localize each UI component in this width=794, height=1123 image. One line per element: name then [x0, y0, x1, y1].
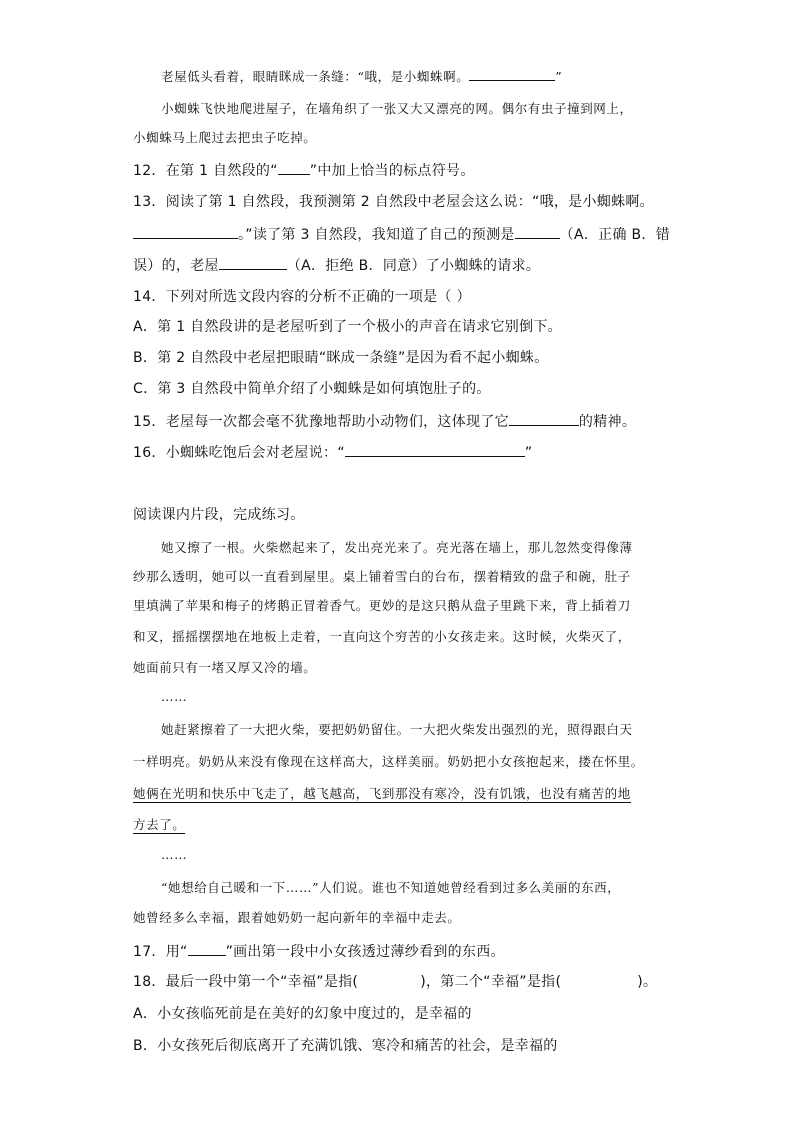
- answer-blank[interactable]: [278, 160, 310, 175]
- answer-blank[interactable]: [469, 66, 555, 81]
- question-text: 。”读了第 3 自然段，我知道了自己的预测是: [238, 227, 515, 243]
- question-18-option-b[interactable]: B．小女孩死后彻底离开了充满饥饿、寒冷和痛苦的社会，是幸福的: [133, 1038, 558, 1054]
- question-text: 16．小蜘蛛吃饱后会对老屋说：“: [133, 445, 345, 461]
- question-14-option-a[interactable]: A．第 1 自然段讲的是老屋听到了一个极小的声音在请求它别倒下。: [133, 319, 562, 335]
- question-text: )。: [637, 974, 658, 990]
- passage1-line-3: 小蜘蛛马上爬过去把虫子吃掉。: [133, 130, 317, 145]
- question-12: [133, 160, 475, 181]
- passage2-line-3: 里填满了苹果和梅子的烤鹅正冒着香气。更妙的是这只鹅从盘子里跳下来，背上插着刀: [133, 598, 631, 613]
- passage1-line-1: [161, 66, 562, 87]
- question-13-line-2: [133, 224, 670, 245]
- question-text: ”中加上恰当的标点符号。: [309, 163, 475, 179]
- answer-blank[interactable]: [509, 411, 579, 426]
- question-16: [133, 442, 532, 463]
- passage1-text: 老屋低头看着，眼睛眯成一条缝：“哦，是小蜘蛛啊。: [161, 69, 470, 84]
- question-14-option-b[interactable]: B．第 2 自然段中老屋把眼睛“眯成一条缝”是因为看不起小蜘蛛。: [133, 350, 549, 366]
- passage3-line-3: [133, 784, 631, 804]
- question-text: （A．拒绝 B．同意）了小蜘蛛的请求。: [286, 258, 541, 274]
- question-14-option-c[interactable]: C．第 3 自然段中简单介绍了小蜘蛛是如何填饱肚子的。: [133, 381, 491, 397]
- question-text: ”画出第一段中小女孩透过薄纱看到的东西。: [225, 944, 505, 960]
- question-text: 的精神。: [578, 414, 637, 430]
- passage1-line-2: 小蜘蛛飞快地爬进屋子，在墙角织了一张又大又漂亮的网。偶尔有虫子撞到网上，: [161, 101, 633, 116]
- answer-blank[interactable]: [219, 255, 287, 270]
- section-intro: 阅读课内片段，完成练习。: [133, 507, 305, 523]
- answer-blank[interactable]: [345, 442, 525, 457]
- passage2-line-1: 她又擦了一根。火柴燃起来了，发出亮光来了。亮光落在墙上，那儿忽然变得像薄: [161, 540, 633, 555]
- answer-blank[interactable]: [188, 941, 226, 956]
- passage4-line-2: 她曾经多么幸福，跟着她奶奶一起向新年的幸福中走去。: [133, 910, 461, 925]
- question-text: 误）的，老屋: [133, 258, 219, 274]
- question-14: 14．下列对所选文段内容的分析不正确的一项是（ ）: [133, 289, 471, 305]
- passage2-line-4: 和叉，摇摇摆摆地在地板上走着，一直向这个穷苦的小女孩走来。这时候，火柴灭了，: [133, 629, 631, 644]
- underlined-text: 她俩在光明和快乐中飞走了，越飞越高，飞到那没有寒冷，没有饥饿，也没有痛苦的地: [133, 786, 631, 801]
- question-text: 18．最后一段中第一个“幸福”是指(: [133, 974, 359, 990]
- question-text: 17．用“: [133, 944, 188, 960]
- ellipsis: ……: [161, 689, 188, 704]
- question-15: [133, 411, 636, 432]
- question-text: 12．在第 1 自然段的“: [133, 163, 278, 179]
- question-text: 15．老屋每一次都会毫不犹豫地帮助小动物们，这体现了它: [133, 414, 509, 430]
- passage3-line-4: [133, 815, 185, 835]
- question-text: （A．正确 B．错: [559, 227, 671, 243]
- question-13-line-3: [133, 255, 540, 276]
- passage4-line-1: “她想给自己暖和一下……”人们说。谁也不知道她曾经看到过多么美丽的东西，: [161, 880, 621, 895]
- passage3-line-1: 她赶紧擦着了一大把火柴，要把奶奶留住。一大把火柴发出强烈的光，照得跟白天: [161, 722, 633, 737]
- question-text: )，第二个“幸福”是指(: [420, 974, 562, 990]
- passage2-line-5: 她面前只有一堵又厚又冷的墙。: [133, 660, 317, 675]
- question-13-line-1: 13．阅读了第 1 自然段，我预测第 2 自然段中老屋会这么说：“哦，是小蜘蛛啊。: [133, 194, 654, 210]
- passage3-line-2: 一样明亮。奶奶从来没有像现在这样高大，这样美丽。奶奶把小女孩抱起来，搂在怀里。: [133, 754, 644, 769]
- passage2-line-2: 纱那么透明，她可以一直看到屋里。桌上铺着雪白的台布，摆着精致的盘子和碗，肚子: [133, 569, 631, 584]
- ellipsis: ……: [161, 847, 188, 862]
- question-18: [133, 972, 657, 992]
- question-17: [133, 941, 505, 962]
- answer-blank[interactable]: [133, 224, 238, 239]
- question-18-option-a[interactable]: A．小女孩临死前是在美好的幻象中度过的，是幸福的: [133, 1006, 472, 1022]
- answer-blank[interactable]: [515, 224, 560, 239]
- underlined-text: 方去了。: [133, 817, 186, 832]
- quote-close: ”: [555, 69, 563, 84]
- question-text: ”: [524, 445, 533, 461]
